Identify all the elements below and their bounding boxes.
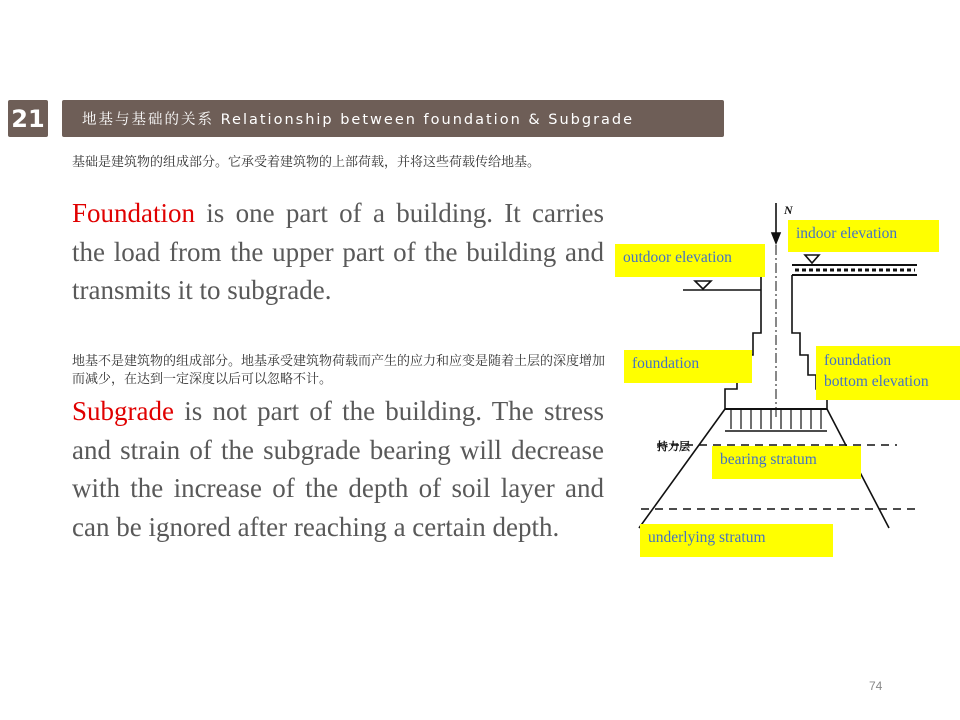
label-bottom-line2: bottom elevation bbox=[824, 373, 929, 390]
slide-title: 地基与基础的关系 Relationship between foundation & Subgrade bbox=[82, 112, 635, 128]
subgrade-description: is not part of the building. The stress and strain of the subgrade bearing will decrease with the increase of the depth of soil layer and can be ignored after reaching a certain depth. bbox=[72, 396, 604, 542]
foundation-term: Foundation bbox=[72, 198, 196, 228]
foundation-english-text bbox=[72, 194, 604, 310]
slide-number-badge: 21 bbox=[8, 100, 48, 137]
subgrade-chinese-text: 地基不是建筑物的组成部分。地基承受建筑物荷载而产生的应力和应变是随着土层的深度增加而减少，在达到一定深度以后可以忽略不计。 bbox=[72, 354, 606, 387]
label-indoor-elevation: indoor elevation bbox=[788, 220, 939, 252]
label-bottom-line1: foundation bbox=[824, 352, 892, 369]
stratum-chinese-label: 持力层 bbox=[657, 440, 690, 453]
label-outdoor-elevation: outdoor elevation bbox=[615, 244, 765, 277]
page-number: 74 bbox=[869, 679, 883, 693]
label-foundation-bottom-elevation bbox=[816, 346, 960, 400]
load-symbol: N bbox=[784, 203, 793, 217]
label-underlying-stratum: underlying stratum bbox=[640, 524, 833, 557]
foundation-chinese-text: 基础是建筑物的组成部分。它承受着建筑物的上部荷载，并将这些荷载传给地基。 bbox=[72, 155, 541, 170]
subgrade-english-text bbox=[72, 392, 604, 546]
label-bearing-stratum: bearing stratum bbox=[712, 446, 861, 479]
subgrade-term: Subgrade bbox=[72, 396, 174, 426]
label-foundation: foundation bbox=[624, 350, 752, 383]
slide-title-bar bbox=[62, 100, 724, 137]
foundation-description: is one part of a building. It carries the load from the upper part of the building and transmits it to subgrade. bbox=[72, 198, 604, 305]
